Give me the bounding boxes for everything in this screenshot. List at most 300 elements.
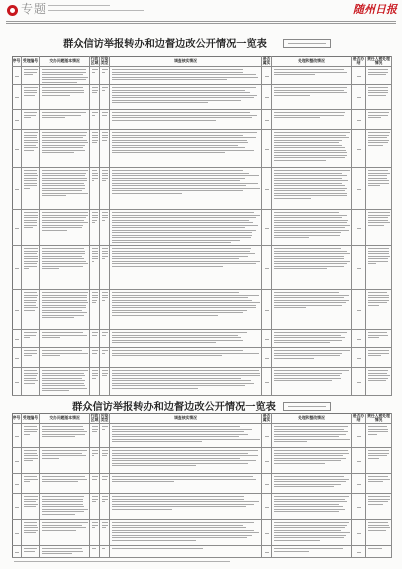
batch-text-line xyxy=(288,43,326,44)
text-line xyxy=(368,248,389,249)
text-line xyxy=(42,263,88,264)
text-line xyxy=(24,460,33,461)
text-line xyxy=(102,72,105,73)
text-line xyxy=(368,115,389,116)
text-line xyxy=(92,548,97,549)
text-line xyxy=(274,551,309,552)
text-line xyxy=(368,72,389,73)
table-2-batch-box xyxy=(283,402,331,411)
table-cell xyxy=(40,130,90,168)
table-cell xyxy=(40,246,90,290)
table-cell xyxy=(40,474,90,494)
text-line xyxy=(24,72,37,73)
table-cell xyxy=(12,424,22,448)
text-line xyxy=(274,455,343,456)
table-cell xyxy=(262,110,272,130)
text-line xyxy=(42,317,74,318)
text-line xyxy=(274,307,307,308)
text-line xyxy=(24,481,31,482)
text-line xyxy=(357,228,361,229)
text-line xyxy=(368,180,389,181)
text-line xyxy=(42,337,61,338)
text-line xyxy=(274,185,346,186)
text-line xyxy=(274,340,342,341)
text-line xyxy=(274,256,344,257)
table-cell xyxy=(22,494,40,520)
text-line xyxy=(24,150,34,151)
text-line xyxy=(112,496,245,497)
text-line xyxy=(368,225,385,226)
table-2-title: 群众信访举报转办和边督边改公开情况一览表 xyxy=(72,401,276,413)
text-line xyxy=(102,90,106,91)
text-line xyxy=(112,535,253,536)
text-line xyxy=(368,132,391,133)
text-line xyxy=(92,178,98,179)
text-line xyxy=(265,382,269,383)
text-line xyxy=(24,380,38,381)
table-cell xyxy=(90,210,100,246)
text-line xyxy=(357,310,361,311)
text-line xyxy=(112,142,248,143)
text-line xyxy=(92,527,96,528)
text-line xyxy=(24,227,34,228)
text-line xyxy=(112,532,260,533)
text-line xyxy=(368,142,388,143)
text-line xyxy=(24,248,38,249)
text-line xyxy=(92,378,96,379)
text-line xyxy=(92,170,98,171)
text-line xyxy=(102,258,106,259)
text-line xyxy=(42,295,88,296)
table-cell xyxy=(352,348,366,368)
text-line xyxy=(274,237,310,238)
text-line xyxy=(24,188,30,189)
column-header: 是否属实 xyxy=(262,56,271,65)
table-cell xyxy=(90,474,100,494)
column-header: 处理和整改情况 xyxy=(272,413,352,424)
column-header: 交办问题基本情况 xyxy=(40,413,90,424)
table-cell xyxy=(12,330,22,348)
text-line xyxy=(112,441,202,442)
text-line xyxy=(357,507,361,508)
text-line xyxy=(274,251,347,252)
table-cell xyxy=(40,448,90,474)
text-line xyxy=(92,132,99,133)
text-line xyxy=(112,460,256,461)
text-line xyxy=(42,69,87,70)
text-line xyxy=(102,180,107,181)
text-line xyxy=(274,155,347,156)
table-cell xyxy=(12,368,22,396)
text-line xyxy=(112,117,252,118)
text-line xyxy=(357,552,361,553)
table-cell xyxy=(272,494,352,520)
text-line xyxy=(112,504,255,505)
text-line xyxy=(357,76,361,77)
text-line xyxy=(24,506,37,507)
text-line xyxy=(274,248,342,249)
table-cell xyxy=(366,67,392,85)
text-line xyxy=(24,429,39,430)
text-line xyxy=(274,439,350,440)
table-cell xyxy=(90,520,100,546)
table-cell xyxy=(22,330,40,348)
table-cell xyxy=(22,546,40,558)
text-line xyxy=(112,225,259,226)
text-line xyxy=(42,527,87,528)
table-cell xyxy=(366,474,392,494)
text-line xyxy=(92,69,99,70)
text-line xyxy=(42,332,84,333)
table-cell xyxy=(90,368,100,396)
text-line xyxy=(274,147,346,148)
table-cell xyxy=(22,85,40,110)
text-line xyxy=(102,178,109,179)
text-line xyxy=(42,504,83,505)
text-line xyxy=(42,307,87,308)
text-line xyxy=(274,501,348,502)
text-line xyxy=(24,453,38,454)
text-line xyxy=(112,145,239,146)
text-line xyxy=(368,261,388,262)
table-cell xyxy=(90,546,100,558)
table-cell xyxy=(12,110,22,130)
text-line xyxy=(92,476,99,477)
text-line xyxy=(265,228,269,229)
text-line xyxy=(92,217,99,218)
text-line xyxy=(102,496,109,497)
text-line xyxy=(42,90,84,91)
text-line xyxy=(368,90,389,91)
text-line xyxy=(92,72,96,73)
text-line xyxy=(368,95,387,96)
table-cell xyxy=(272,520,352,546)
text-line xyxy=(102,300,106,301)
text-line xyxy=(24,145,37,146)
table-cell xyxy=(100,546,110,558)
text-line xyxy=(42,390,70,391)
text-line xyxy=(42,140,88,141)
text-line xyxy=(112,242,232,243)
text-line xyxy=(42,300,88,301)
text-line xyxy=(274,499,345,500)
text-line xyxy=(112,212,255,213)
table-cell xyxy=(12,494,22,520)
text-line xyxy=(92,222,96,223)
text-line xyxy=(112,522,255,523)
text-line xyxy=(92,302,97,303)
text-line xyxy=(102,499,108,500)
table-cell xyxy=(110,290,262,330)
text-line xyxy=(368,335,388,336)
table-cell xyxy=(22,368,40,396)
text-line xyxy=(368,431,389,432)
text-line xyxy=(42,132,88,133)
text-line xyxy=(368,353,389,354)
text-line xyxy=(42,248,84,249)
text-line xyxy=(42,450,88,451)
text-line xyxy=(42,147,83,148)
text-line xyxy=(24,170,38,171)
column-header: 行政区域 xyxy=(90,413,99,422)
text-line xyxy=(274,74,315,75)
text-line xyxy=(368,426,388,427)
table-cell xyxy=(366,246,392,290)
text-line xyxy=(42,383,84,384)
text-line xyxy=(274,484,342,485)
table-cell xyxy=(366,110,392,130)
column-header: 是否办结 xyxy=(352,56,365,65)
table-cell xyxy=(12,546,22,558)
text-line xyxy=(274,193,347,194)
text-line xyxy=(368,212,391,213)
text-line xyxy=(42,227,82,228)
text-line xyxy=(274,509,345,510)
text-line xyxy=(274,506,343,507)
text-line xyxy=(368,525,390,526)
text-line xyxy=(102,87,108,88)
text-line xyxy=(368,178,388,179)
text-line xyxy=(42,312,88,313)
text-line xyxy=(42,266,83,267)
text-line xyxy=(112,87,257,88)
table-cell xyxy=(366,168,392,210)
text-line xyxy=(274,178,343,179)
text-line xyxy=(102,353,105,354)
text-line xyxy=(112,481,174,482)
text-line xyxy=(112,188,261,189)
text-line xyxy=(42,375,85,376)
text-line xyxy=(42,135,87,136)
text-line xyxy=(42,388,88,389)
table-cell xyxy=(110,474,262,494)
text-line xyxy=(24,292,37,293)
table-cell xyxy=(110,67,262,85)
text-line xyxy=(92,501,97,502)
text-line xyxy=(92,450,98,451)
text-line xyxy=(102,548,106,549)
table-cell xyxy=(110,448,262,474)
text-line xyxy=(112,220,249,221)
text-line xyxy=(102,217,109,218)
table-cell xyxy=(262,520,272,546)
text-line xyxy=(24,332,37,333)
text-line xyxy=(42,455,86,456)
text-line xyxy=(112,373,260,374)
table-cell xyxy=(272,85,352,110)
text-line xyxy=(24,476,37,477)
table-cell xyxy=(12,168,22,210)
text-line xyxy=(112,132,258,133)
text-line xyxy=(24,310,35,311)
table-cell xyxy=(366,368,392,396)
table-cell xyxy=(366,520,392,546)
text-line xyxy=(24,140,39,141)
text-line xyxy=(15,76,19,77)
text-line xyxy=(274,115,345,116)
text-line xyxy=(112,90,246,91)
text-line xyxy=(42,551,84,552)
table-cell xyxy=(352,130,366,168)
text-line xyxy=(274,350,351,351)
text-line xyxy=(112,92,251,93)
text-line xyxy=(102,215,108,216)
text-line xyxy=(24,355,32,356)
table-cell xyxy=(352,448,366,474)
text-line xyxy=(274,253,350,254)
text-line xyxy=(42,193,88,194)
text-line xyxy=(112,479,256,480)
text-line xyxy=(102,525,109,526)
text-line xyxy=(92,295,99,296)
text-line xyxy=(368,375,390,376)
text-line xyxy=(274,95,311,96)
text-line xyxy=(112,102,208,103)
text-line xyxy=(42,217,86,218)
text-line xyxy=(102,170,108,171)
text-line xyxy=(274,266,345,267)
text-line xyxy=(102,220,105,221)
text-line xyxy=(368,499,390,500)
text-line xyxy=(274,426,349,427)
text-line xyxy=(24,74,34,75)
text-line xyxy=(368,373,388,374)
text-line xyxy=(112,453,248,454)
text-line xyxy=(368,258,389,259)
text-line xyxy=(24,307,39,308)
text-line xyxy=(274,358,315,359)
text-line xyxy=(24,353,38,354)
text-line xyxy=(92,426,99,427)
table-cell xyxy=(262,67,272,85)
text-line xyxy=(42,258,84,259)
section-title: 专题 xyxy=(21,2,48,16)
text-line xyxy=(112,235,253,236)
text-line xyxy=(92,431,98,432)
text-line xyxy=(92,332,98,333)
table-cell xyxy=(352,424,366,448)
table-cell xyxy=(22,348,40,368)
column-header: 序号 xyxy=(12,56,22,67)
text-line xyxy=(102,212,108,213)
table-cell xyxy=(100,474,110,494)
text-line xyxy=(24,175,38,176)
text-line xyxy=(112,178,246,179)
text-line xyxy=(24,258,39,259)
table-cell xyxy=(40,424,90,448)
table-cell xyxy=(352,210,366,246)
table-cell xyxy=(352,474,366,494)
text-line xyxy=(15,382,19,383)
table-cell xyxy=(272,168,352,210)
table-cell xyxy=(100,210,110,246)
table-cell xyxy=(110,210,262,246)
text-line xyxy=(24,525,38,526)
text-line xyxy=(15,268,19,269)
table-cell xyxy=(40,168,90,210)
text-line xyxy=(112,509,173,510)
text-line xyxy=(368,434,377,435)
text-line xyxy=(92,115,96,116)
text-line xyxy=(92,135,99,136)
text-line xyxy=(368,458,380,459)
table-cell xyxy=(12,67,22,85)
text-line xyxy=(112,74,256,75)
text-line xyxy=(42,548,82,549)
text-line xyxy=(112,137,257,138)
table-cell xyxy=(110,85,262,110)
text-line xyxy=(24,115,37,116)
text-line xyxy=(42,481,78,482)
text-line xyxy=(368,350,390,351)
text-line xyxy=(112,342,216,343)
text-line xyxy=(24,117,31,118)
text-line xyxy=(274,112,346,113)
text-line xyxy=(112,215,261,216)
text-line xyxy=(368,378,389,379)
table-cell xyxy=(110,110,262,130)
text-line xyxy=(274,132,351,133)
table-cell xyxy=(90,67,100,85)
text-line xyxy=(274,69,345,70)
text-line xyxy=(274,117,321,118)
text-line xyxy=(112,439,260,440)
text-line xyxy=(274,90,344,91)
text-line xyxy=(42,380,86,381)
table-cell xyxy=(100,520,110,546)
text-line xyxy=(42,429,85,430)
text-line xyxy=(112,266,224,267)
text-line xyxy=(368,295,390,296)
text-line xyxy=(42,553,72,554)
table-cell xyxy=(90,130,100,168)
text-line xyxy=(368,455,388,456)
table-cell xyxy=(40,348,90,368)
text-line xyxy=(357,461,361,462)
table-cell xyxy=(110,130,262,168)
text-line xyxy=(265,436,269,437)
text-line xyxy=(274,220,349,221)
text-line xyxy=(274,87,347,88)
text-line xyxy=(112,79,227,80)
text-line xyxy=(274,476,344,477)
table-cell xyxy=(22,110,40,130)
text-line xyxy=(92,261,95,262)
text-line xyxy=(42,302,89,303)
text-line xyxy=(24,185,37,186)
text-line xyxy=(102,450,108,451)
text-line xyxy=(112,429,252,430)
table-cell xyxy=(262,330,272,348)
text-line xyxy=(368,380,386,381)
text-line xyxy=(102,373,108,374)
text-line xyxy=(24,142,38,143)
table-cell xyxy=(352,520,366,546)
table-cell xyxy=(352,85,366,110)
table-cell xyxy=(272,110,352,130)
text-line xyxy=(274,212,340,213)
text-line xyxy=(112,501,260,502)
column-header: 处理和整改情况 xyxy=(272,56,352,67)
text-line xyxy=(102,175,109,176)
table-cell xyxy=(12,85,22,110)
text-line xyxy=(24,479,39,480)
text-line xyxy=(102,292,108,293)
table-cell xyxy=(90,246,100,290)
text-line xyxy=(368,117,382,118)
table-cell xyxy=(272,348,352,368)
column-header: 调查核实情况 xyxy=(110,413,262,424)
